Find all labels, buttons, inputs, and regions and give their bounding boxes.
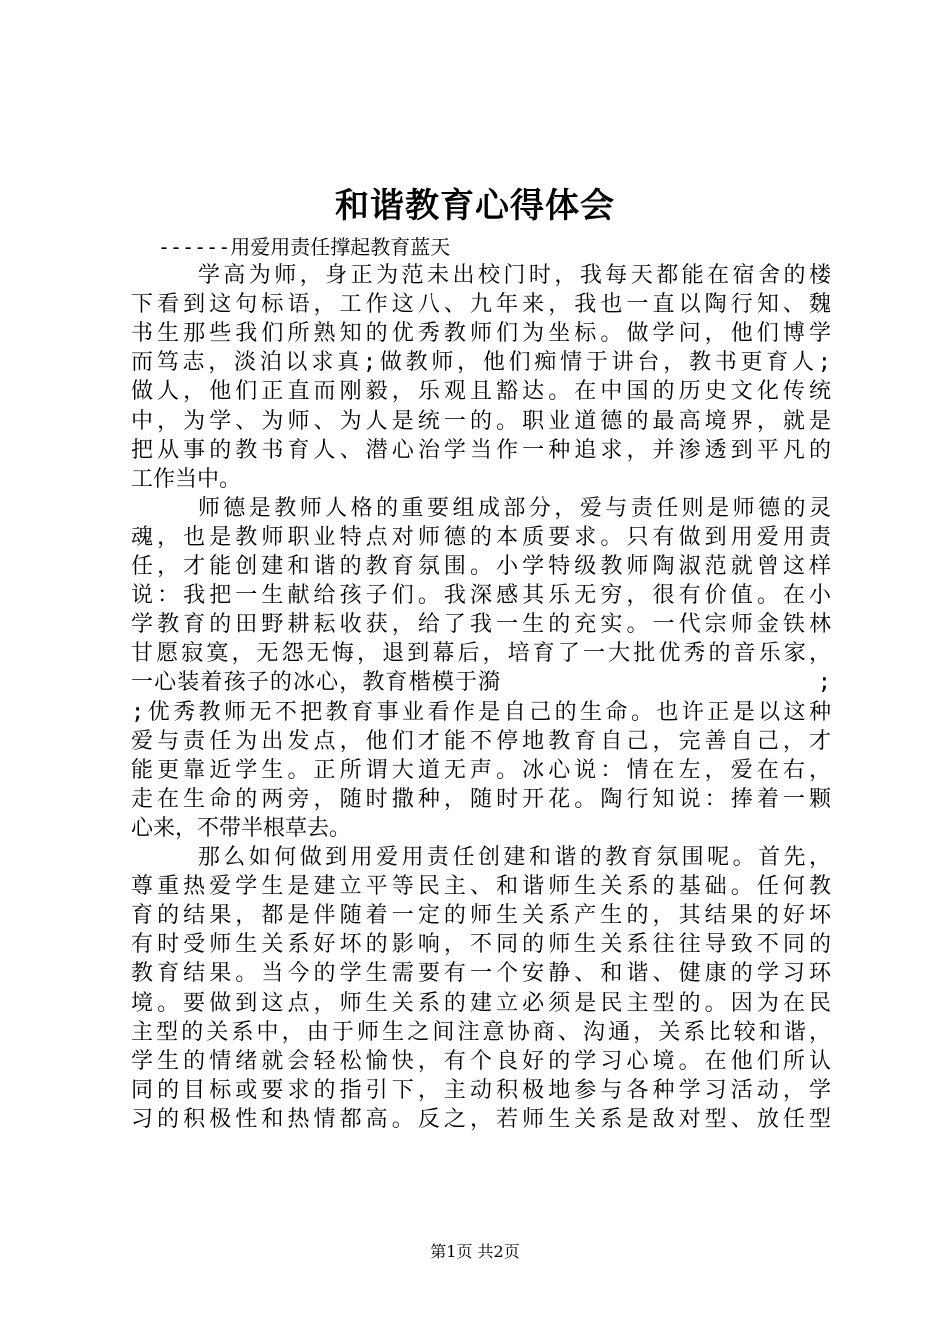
body-line: 学教育的田野耕耘收获，给了我一生的充实。一代宗师金铁林 <box>131 612 831 638</box>
document-subtitle: ------用爱用责任撑起教育蓝天 <box>158 235 451 259</box>
body-line: 学生的情绪就会轻松愉快，有个良好的学习心境。在他们所认 <box>131 1048 831 1074</box>
body-line: 把从事的教书育人、潜心治学当作一种追求，并渗透到平凡的 <box>131 437 831 463</box>
body-line: 任，才能创建和谐的教育氛围。小学特级教师陶淑范就曾这样 <box>131 554 831 579</box>
body-line: 能更靠近学生。正所谓大道无声。冰心说：情在左，爱在右， <box>131 757 831 783</box>
body-line: 中，为学、为师、为人是统一的。职业道德的最高境界，就是 <box>131 408 831 434</box>
body-line: 尊重热爱学生是建立平等民主、和谐师生关系的基础。任何教 <box>131 874 831 900</box>
body-line: 同的目标或要求的指引下，主动积极地参与各种学习活动，学 <box>131 1077 831 1103</box>
body-line: 学高为师，身正为范未出校门时，我每天都能在宿舍的楼 <box>131 263 831 288</box>
document-title: 和谐教育心得体会 <box>335 186 615 226</box>
body-line: 那么如何做到用爱用责任创建和谐的教育氛围呢。首先， <box>131 845 831 870</box>
body-line: 育的结果，都是伴随着一定的师生关系产生的，其结果的好坏 <box>131 903 831 929</box>
body-line: ;优秀教师无不把教育事业看作是自己的生命。也许正是以这种 <box>131 699 831 725</box>
body-line: 书生那些我们所熟知的优秀教师们为坐标。做学问，他们博学 <box>131 321 831 347</box>
body-line: 甘愿寂寞，无怨无悔，退到幕后，培育了一大批优秀的音乐家， <box>131 641 831 667</box>
body-line: 走在生命的两旁，随时撒种，随时开花。陶行知说：捧着一颗 <box>131 786 831 812</box>
body-line: 主型的关系中，由于师生之间注意协商、沟通，关系比较和谐， <box>131 1019 831 1045</box>
page-footer: 第1页 共2页 <box>430 1242 520 1261</box>
body-line: 师德是教师人格的重要组成部分，爱与责任则是师德的灵 <box>131 495 831 521</box>
body-line: 心来，不带半根草去。 <box>131 815 352 841</box>
body-line: 下看到这句标语，工作这八、九年来，我也一直以陶行知、魏 <box>131 292 831 318</box>
body-line: 境。要做到这点，师生关系的建立必须是民主型的。因为在民 <box>131 990 831 1016</box>
body-line: 爱与责任为出发点，他们才能不停地教育自己，完善自己，才 <box>131 728 831 754</box>
body-line: 说：我把一生献给孩子们。我深感其乐无穷，很有价值。在小 <box>131 583 831 609</box>
body-line: 一心装着孩子的冰心，教育楷模于漪 ; <box>131 670 831 696</box>
body-line: 教育结果。当今的学生需要有一个安静、和谐、健康的学习环 <box>131 961 831 987</box>
body-line: 做人，他们正直而刚毅，乐观且豁达。在中国的历史文化传统 <box>131 379 831 405</box>
body-line: 有时受师生关系好坏的影响，不同的师生关系往往导致不同的 <box>131 932 831 958</box>
body-line: 工作当中。 <box>131 466 242 492</box>
body-line: 而笃志，淡泊以求真;做教师，他们痴情于讲台，教书更育人; <box>131 350 831 376</box>
body-line: 习的积极性和热情都高。反之，若师生关系是敌对型、放任型 <box>131 1106 831 1132</box>
body-line: 魂，也是教师职业特点对师德的本质要求。只有做到用爱用责 <box>131 524 831 550</box>
